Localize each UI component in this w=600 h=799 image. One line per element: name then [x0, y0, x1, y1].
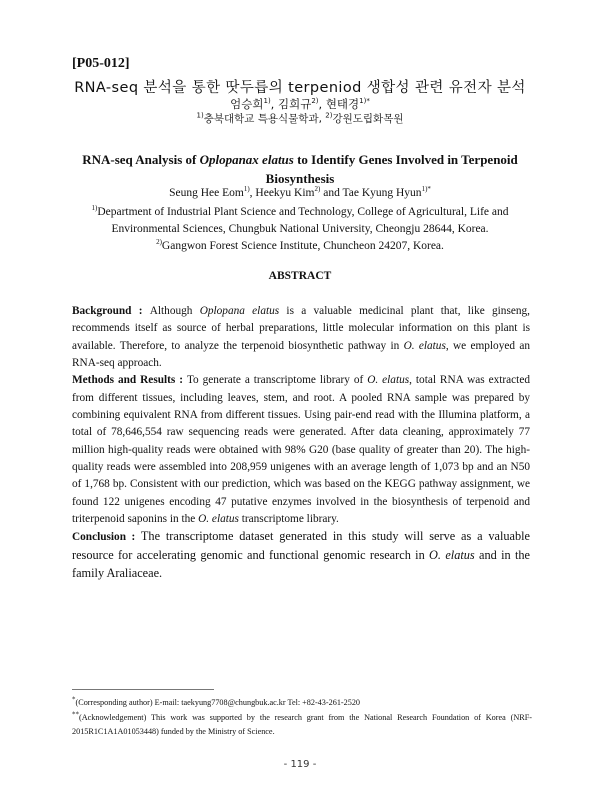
species-name: O. elatus	[403, 339, 446, 352]
affil-text: 충북대학교 특용식물학과	[203, 113, 319, 125]
abstract-text-part: The transcriptome dataset generated in this study will serve as a valuable resource for accelerating genomic and functional genomic research in	[72, 529, 530, 562]
footnote-divider	[72, 689, 214, 690]
affil-text: Gangwon Forest Science Institute, Chuncheon 24207, Korea.	[161, 240, 444, 252]
abstract-text: To generate a transcriptome library of	[186, 374, 368, 387]
author-sup: 1)*	[359, 97, 370, 106]
abstract-body	[72, 303, 530, 584]
footnote-mark: *	[72, 695, 76, 704]
poster-code: [P05-012]	[72, 56, 130, 71]
affil-sup: 2)	[325, 111, 333, 120]
affil-sep: ,	[318, 113, 326, 125]
abstract-text: Although	[149, 305, 200, 317]
affil-sup: 1)	[91, 204, 98, 213]
affil-sup: 1)	[196, 111, 204, 120]
author-sep: ,	[270, 97, 278, 111]
conclusion-paragraph	[72, 528, 530, 583]
footnotes	[72, 696, 532, 740]
title-text: RNA-seq Analysis of	[82, 152, 200, 167]
abstract-text: , total RNA was extracted from different tissues, including leaves, stem, and root. A pooled RNA sample was prepared by combining equivalent RNA from different tissues. Using pair-end read with the Illumina platform, a total of 78,646,554 raw sequencing reads were generated. After data cleaning, approximately 77 million high-quality reads were obtained with 98% G20 (base quality of greater than 20). The high-quality reads were assembled into 208,959 unigenes with an average length of 1,073 bp and an N50 of 1,768 bp. Consistent with our prediction, which was based on the KEGG pathway assignment, we found 122 unigenes encoding 47 putative enzymes involved in the biosynthesis of terpenoid and triterpenoid saponins in the	[72, 374, 530, 526]
species-name: Oplopana elatus	[199, 305, 280, 317]
affiliation-1	[72, 204, 528, 238]
conclusion-label: Conclusion :	[72, 531, 141, 544]
affiliation-2	[72, 238, 528, 255]
korean-title: RNA-seq 분석을 통한 땃두릅의 terpeniod 생합성 관련 유전자 분석	[74, 80, 526, 96]
affil-sup: 2)	[156, 238, 162, 247]
author-name: 김희규	[277, 97, 312, 111]
species-name: O. elatus	[367, 374, 410, 387]
author-name: Heekyu Kim	[255, 187, 315, 199]
abstract-text: is a valuable medicinal plant that, like ginseng, recommends itself as source of herbal preparations, little molecular information on this plant is available. Therefore, to analyze the terpenoid biosynthetic pathway in	[72, 305, 530, 352]
abstract-text: , we employed an RNA-seq approach.	[72, 339, 530, 370]
footnote-text: (Corresponding author) E-mail: taekyung7708@chungbuk.ac.kr Tel: +82-43-261-2520	[75, 698, 361, 707]
methods-paragraph	[72, 372, 530, 528]
methods-label: Methods and Results :	[72, 374, 187, 387]
footnote-corresponding	[72, 696, 532, 711]
abstract-text: transcriptome library.	[238, 513, 339, 526]
author-sep: ,	[318, 97, 326, 111]
species-name: O. elatus	[429, 547, 475, 562]
species-name: O. elatus	[198, 513, 239, 526]
author-sup: 2)	[311, 97, 319, 106]
author-name: Tae Kyung Hyun	[342, 187, 422, 199]
author-sup: 1)*	[421, 185, 431, 194]
english-affiliations	[72, 204, 528, 255]
author-name: 엄승희	[230, 97, 264, 111]
author-sup: 2)	[314, 185, 321, 194]
page-number: - 119 -	[283, 759, 317, 770]
author-sup: 1)	[263, 97, 271, 106]
footnote-acknowledgement	[72, 711, 532, 740]
title-text: to Identify Genes Involved in Terpenoid Biosynthesis	[265, 152, 518, 186]
abstract-text-part: and in the family Araliaceae.	[72, 547, 530, 581]
abstract-heading: ABSTRACT	[268, 270, 332, 282]
author-name: 현태경	[325, 97, 360, 111]
korean-affiliations	[0, 111, 600, 126]
background-paragraph	[72, 303, 530, 372]
background-label: Background :	[72, 305, 150, 317]
english-title	[60, 150, 540, 188]
affil-text: 강원도립화목원	[332, 113, 404, 125]
english-authors	[0, 187, 600, 199]
author-sep: and	[320, 187, 343, 199]
korean-authors	[0, 96, 600, 112]
abstract-text	[72, 529, 530, 580]
author-name: Seung Hee Eom	[169, 187, 244, 199]
footnote-mark: **	[72, 709, 79, 718]
affil-text: Department of Industrial Plant Science and Technology, College of Agricultural, Life and Environmental Sciences, Chungbuk National University, Cheongju 28644, Korea.	[97, 206, 509, 235]
author-sup: 1)	[243, 185, 250, 194]
title-species: Oplopanax elatus	[199, 152, 294, 167]
footnote-text: (Acknowledgement) This work was supported by the research grant from the National Research Foundation of Korea (NRF-2015R1C1A1A01053448) funded by the Ministry of Science.	[72, 712, 532, 736]
author-sep: ,	[249, 187, 256, 199]
